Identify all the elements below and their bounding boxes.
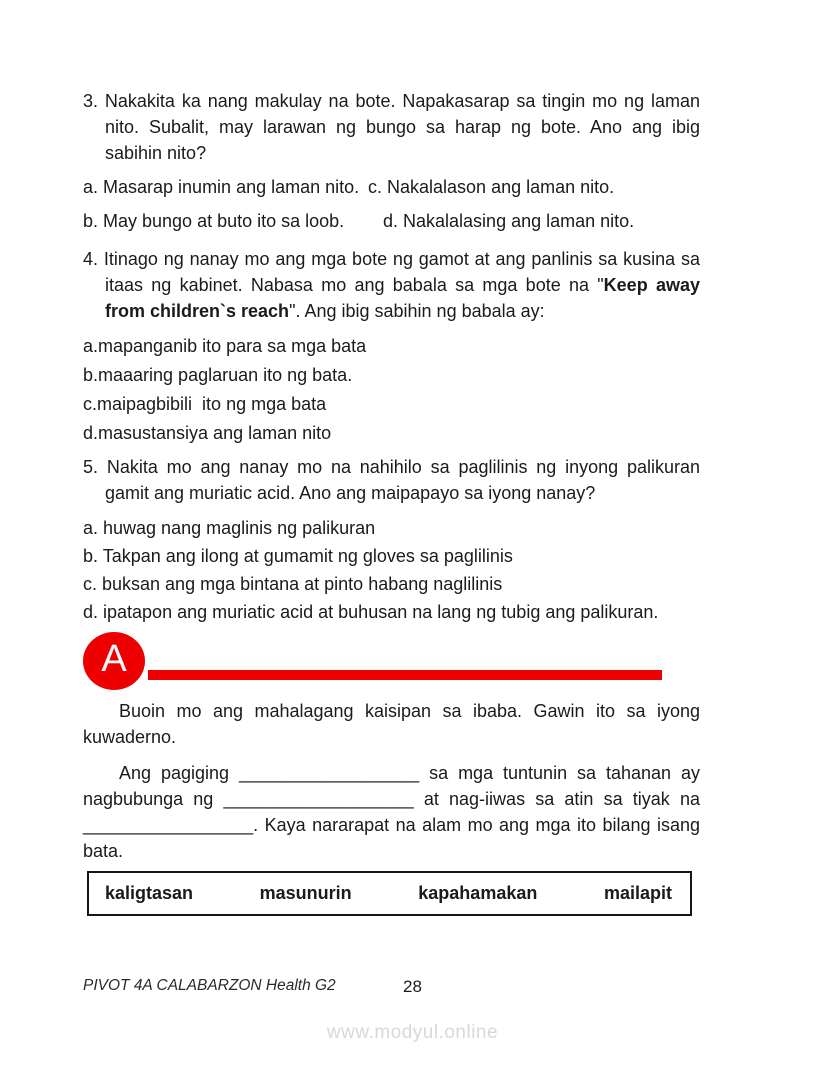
question-4-option-d: d.masustansiya ang laman nito [83,423,332,443]
question-4-text-post: ". Ang ibig sabihin ng babala ay: [289,301,545,321]
question-3-options-row-1 [83,174,700,200]
question-3-option-d: d. Nakalalasing ang laman nito. [383,211,635,231]
watermark-text: www.modyul.online [326,1022,499,1043]
page-content [83,88,700,916]
question-4-warning-bold: Keep away from children`s reach [105,275,700,321]
question-3-options-row-2 [83,208,700,234]
question-4-options [83,332,700,448]
word-bank-item-masunurin: masunurin [259,883,352,903]
question-4-option-c: c.maipagbibili ito ng mga bata [83,394,327,414]
word-bank-item-kapahamakan: kapahamakan [418,883,538,903]
word-bank-item-mailapit: mailapit [603,883,672,903]
footer-page-number: 28 [403,977,422,996]
question-5-option-b: b. Takpan ang ilong at gumamit ng gloves sa paglilinis [83,546,513,566]
footer-module-title: PIVOT 4A CALABARZON Health G2 [83,977,336,994]
question-5-text: 5. Nakita mo ang nanay mo na nahihilo sa paglilinis ng inyong palikuran gamit ang muriatic acid. Ano ang maipapayo sa iyong nanay? [83,457,700,503]
question-3-option-b: b. May bungo at buto ito sa loob. [83,211,345,231]
section-a-header [83,632,700,690]
question-4-text-pre: 4. Itinago ng nanay mo ang mga bote ng gamot at ang panlinis sa kusina sa itaas ng kabinet. Nabasa mo ang babala sa mga bote na " [83,249,700,295]
fill-in-blanks-paragraph: Ang pagiging __________________ sa mga tuntunin sa tahanan ay nagbubunga ng ___________________ at nag-iiwas sa atin sa tiyak na _________________. Kaya nararapat na alam mo ang mga ito bilang isang bata. [83,763,700,861]
question-4-option-b: b.maaaring paglaruan ito ng bata. [83,365,353,385]
section-a-instruction: Buoin mo ang mahalagang kaisipan sa ibaba. Gawin ito sa iyong kuwaderno. [83,701,700,747]
question-5-option-a: a. huwag nang maglinis ng palikuran [83,518,376,538]
question-4-option-a: a.mapanganib ito para sa mga bata [83,336,367,356]
question-3-option-a: a. Masarap inumin ang laman nito. [83,177,360,197]
word-bank-box [87,871,692,916]
section-a-badge [83,632,145,690]
question-5-option-c: c. buksan ang mga bintana at pinto habang naglilinis [83,574,503,594]
question-3-text: 3. Nakakita ka nang makulay na bote. Napakasarap sa tingin mo ng laman nito. Subalit, may larawan ng bungo sa harap ng bote. Ano ang ibig sabihin nito? [83,91,700,163]
question-5-options [83,514,700,626]
section-divider-bar [148,670,662,680]
section-a-badge-letter: A [101,638,127,680]
word-bank-item-kaligtasan: kaligtasan [105,883,194,903]
question-4-text [83,246,700,324]
question-5-option-d: d. ipatapon ang muriatic acid at buhusan na lang ng tubig ang palikuran. [83,602,659,622]
page-footer [0,977,825,1001]
question-3-option-c: c. Nakalalason ang laman nito. [368,177,615,197]
